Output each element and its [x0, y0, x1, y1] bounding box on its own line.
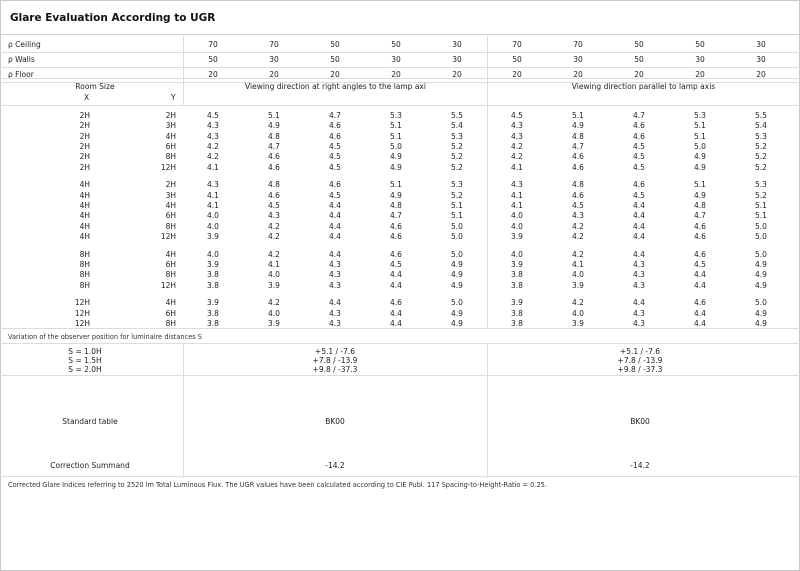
standard-table-right-angles: BK00: [325, 417, 345, 426]
ugr-value: 3.8: [207, 270, 219, 280]
ugr-value: 4.2: [268, 221, 280, 231]
ugr-value: 4.3: [633, 318, 645, 328]
room-y: 6H: [165, 308, 176, 318]
room-x: 4H: [79, 211, 90, 221]
room-y: 8H: [165, 221, 176, 231]
reflectance-value: 30: [756, 40, 766, 49]
ugr-value: 5.1: [390, 121, 402, 131]
ugr-value: 5.1: [268, 111, 280, 120]
ugr-value: 4.9: [572, 121, 584, 131]
ugr-value: 4.9: [451, 280, 463, 290]
reflectance-column-divider: [487, 36, 488, 78]
reflectance-value: 20: [330, 70, 340, 79]
correction-summand-parallel: -14.2: [630, 461, 650, 470]
view-right-angles-label: Viewing direction at right angles to the lamp axi: [245, 82, 426, 91]
room-x: 8H: [79, 259, 90, 269]
ugr-value: 5.0: [755, 231, 767, 241]
ugr-value: 3.8: [511, 318, 523, 328]
ugr-value: 4.8: [572, 131, 584, 141]
reflectance-value: 20: [634, 70, 644, 79]
ugr-value: 5.1: [755, 211, 767, 221]
ugr-value: 4.8: [390, 200, 402, 210]
ugr-value: 3.8: [511, 280, 523, 290]
footnote-divider: [0, 476, 800, 477]
reflectance-value: 20: [573, 70, 583, 79]
ugr-value: 4.4: [633, 231, 645, 241]
ugr-value: 4.7: [633, 111, 645, 120]
ugr-value: 4.1: [207, 190, 219, 200]
ugr-value: 4.9: [755, 308, 767, 318]
room-y: 2H: [165, 111, 176, 120]
ugr-value: 5.5: [755, 111, 767, 120]
reflectance-value: 20: [756, 70, 766, 79]
reflectance-value: 50: [634, 55, 644, 64]
ugr-value: 5.2: [755, 162, 767, 172]
ugr-value: 5.0: [694, 141, 706, 151]
room-x: 2H: [79, 111, 90, 120]
ugr-value: 4.0: [572, 308, 584, 318]
ugr-value: 4.5: [633, 162, 645, 172]
ugr-value: 5.4: [755, 121, 767, 131]
ugr-value: 5.0: [451, 231, 463, 241]
ugr-value: 4.9: [755, 270, 767, 280]
ugr-value: 4.6: [390, 221, 402, 231]
ugr-value: 4.0: [511, 221, 523, 231]
ugr-value: 4.6: [572, 162, 584, 172]
ugr-value: 3.9: [511, 259, 523, 269]
ugr-value: 5.3: [451, 180, 463, 190]
spacing-range-parallel: +7.8 / -13.9: [617, 356, 663, 365]
ugr-value: 4.2: [511, 141, 523, 151]
reflectance-value: 70: [269, 40, 279, 49]
reflectance-label: ρ Ceiling: [8, 40, 41, 49]
room-x: 2H: [79, 162, 90, 172]
variation-column-divider: [487, 343, 488, 478]
ugr-value: 3.9: [572, 318, 584, 328]
y-label: Y: [171, 93, 176, 102]
ugr-value: 4.9: [451, 318, 463, 328]
ugr-value: 4.6: [329, 131, 341, 141]
spacing-label: S = 2.0H: [68, 365, 102, 374]
ugr-value: 5.2: [451, 141, 463, 151]
ugr-value: 4.2: [207, 141, 219, 151]
ugr-value: 5.0: [755, 221, 767, 231]
ugr-value: 4.6: [329, 121, 341, 131]
ugr-value: 5.3: [755, 131, 767, 141]
room-x: 8H: [79, 270, 90, 280]
ugr-value: 4.4: [633, 200, 645, 210]
ugr-value: 5.1: [694, 121, 706, 131]
ugr-value: 3.9: [268, 318, 280, 328]
room-x: 12H: [74, 318, 90, 328]
ugr-value: 4.4: [329, 211, 341, 221]
ugr-value: 4.6: [268, 162, 280, 172]
ugr-value: 4.3: [633, 259, 645, 269]
reflectance-value: 50: [512, 55, 522, 64]
ugr-value: 4.3: [329, 259, 341, 269]
ugr-value: 4.3: [511, 131, 523, 141]
ugr-value: 3.8: [207, 280, 219, 290]
room-y: 4H: [165, 249, 176, 259]
ugr-value: 4.2: [268, 249, 280, 259]
header-divider: [0, 78, 800, 79]
reflectance-value: 20: [512, 70, 522, 79]
header-bottom-divider: [0, 105, 800, 106]
ugr-value: 4.5: [329, 141, 341, 151]
ugr-value: 4.4: [329, 200, 341, 210]
ugr-value: 3.9: [572, 280, 584, 290]
reflectance-label: ρ Floor: [8, 70, 34, 79]
ugr-value: 4.4: [694, 270, 706, 280]
ugr-value: 5.4: [451, 121, 463, 131]
correction-summand-right-angles: -14.2: [325, 461, 345, 470]
standard-table-label: Standard table: [62, 417, 118, 426]
reflectance-value: 70: [512, 40, 522, 49]
ugr-value: 4.5: [633, 141, 645, 151]
ugr-value: 4.6: [694, 249, 706, 259]
ugr-value: 4.3: [633, 270, 645, 280]
ugr-value: 4.4: [633, 211, 645, 221]
room-size-label: Room Size: [75, 82, 115, 91]
ugr-value: 4.3: [207, 180, 219, 190]
room-y: 6H: [165, 259, 176, 269]
ugr-value: 4.2: [207, 152, 219, 162]
reflectance-value: 70: [208, 40, 218, 49]
reflectance-label: ρ Walls: [8, 55, 35, 64]
reflectance-value: 20: [391, 70, 401, 79]
ugr-value: 4.9: [390, 162, 402, 172]
page-title: Glare Evaluation According to UGR: [10, 12, 216, 24]
room-x: 8H: [79, 280, 90, 290]
ugr-value: 4.4: [390, 280, 402, 290]
ugr-value: 5.0: [755, 298, 767, 308]
ugr-value: 4.4: [694, 308, 706, 318]
ugr-value: 5.1: [755, 200, 767, 210]
room-y: 3H: [165, 121, 176, 131]
footnote: Corrected Glare Indices referring to 2520 lm Total Luminous Flux. The UGR values have been calculated according to CIE Publ. 117 Spacing-to-Height-Ratio = 0.25.: [8, 481, 547, 489]
ugr-value: 4.1: [572, 259, 584, 269]
spacing-range-parallel: +5.1 / -7.6: [619, 347, 661, 356]
reflectance-value: 50: [208, 55, 218, 64]
ugr-value: 4.4: [694, 318, 706, 328]
ugr-value: 3.9: [207, 298, 219, 308]
room-x: 2H: [79, 152, 90, 162]
variation-label: Variation of the observer position for luminaire distances S: [8, 333, 202, 341]
reflectance-value: 30: [452, 55, 462, 64]
ugr-value: 4.4: [633, 221, 645, 231]
header-column-divider: [183, 78, 184, 106]
reflectance-row-divider: [0, 52, 800, 53]
reflectance-column-divider: [183, 36, 184, 78]
room-y: 6H: [165, 141, 176, 151]
ugr-value: 4.9: [694, 190, 706, 200]
ugr-value: 4.6: [268, 190, 280, 200]
ugr-value: 3.8: [207, 308, 219, 318]
ugr-value: 4.7: [390, 211, 402, 221]
ugr-value: 4.6: [329, 180, 341, 190]
room-y: 2H: [165, 180, 176, 190]
ugr-value: 4.2: [572, 221, 584, 231]
ugr-value: 4.6: [694, 298, 706, 308]
room-x: 12H: [74, 308, 90, 318]
variation-column-divider: [183, 343, 184, 478]
ugr-value: 4.3: [329, 270, 341, 280]
ugr-value: 4.6: [268, 152, 280, 162]
room-y: 8H: [165, 152, 176, 162]
ugr-value: 5.0: [451, 298, 463, 308]
ugr-value: 4.2: [511, 152, 523, 162]
room-y: 4H: [165, 298, 176, 308]
ugr-value: 4.3: [207, 131, 219, 141]
room-x: 12H: [74, 298, 90, 308]
ugr-value: 4.3: [268, 211, 280, 221]
ugr-value: 4.3: [572, 211, 584, 221]
title-divider: [0, 34, 800, 35]
ugr-value: 4.3: [329, 308, 341, 318]
room-x: 2H: [79, 141, 90, 151]
room-x: 4H: [79, 221, 90, 231]
ugr-value: 4.0: [268, 270, 280, 280]
ugr-value: 4.5: [694, 259, 706, 269]
ugr-value: 4.5: [329, 162, 341, 172]
ugr-value: 4.9: [268, 121, 280, 131]
ugr-value: 5.2: [451, 152, 463, 162]
ugr-value: 4.4: [329, 231, 341, 241]
ugr-value: 4.3: [329, 318, 341, 328]
ugr-value: 4.6: [572, 152, 584, 162]
ugr-value: 4.4: [390, 270, 402, 280]
room-x: 2H: [79, 131, 90, 141]
ugr-value: 4.0: [268, 308, 280, 318]
ugr-value: 4.3: [511, 180, 523, 190]
ugr-value: 4.3: [633, 280, 645, 290]
ugr-value: 4.2: [268, 298, 280, 308]
ugr-value: 4.0: [511, 211, 523, 221]
ugr-value: 4.9: [755, 280, 767, 290]
reflectance-value: 50: [330, 40, 340, 49]
variation-divider: [0, 328, 800, 329]
ugr-value: 5.5: [451, 111, 463, 120]
ugr-value: 4.5: [633, 152, 645, 162]
ugr-value: 3.8: [207, 318, 219, 328]
ugr-value: 4.5: [268, 200, 280, 210]
ugr-value: 5.1: [390, 180, 402, 190]
ugr-value: 4.2: [572, 298, 584, 308]
reflectance-value: 30: [756, 55, 766, 64]
ugr-value: 4.9: [755, 259, 767, 269]
room-y: 8H: [165, 318, 176, 328]
spacing-range-right-angles: +9.8 / -37.3: [312, 365, 358, 374]
ugr-value: 3.9: [207, 231, 219, 241]
ugr-value: 4.4: [329, 298, 341, 308]
ugr-value: 4.0: [572, 270, 584, 280]
reflectance-value: 30: [573, 55, 583, 64]
ugr-value: 4.9: [451, 308, 463, 318]
room-y: 12H: [160, 280, 176, 290]
ugr-value: 4.0: [207, 221, 219, 231]
room-x: 4H: [79, 190, 90, 200]
ugr-value: 4.6: [694, 231, 706, 241]
ugr-value: 4.7: [329, 111, 341, 120]
reflectance-value: 20: [452, 70, 462, 79]
ugr-value: 5.2: [451, 162, 463, 172]
ugr-value: 5.2: [451, 190, 463, 200]
reflectance-value: 70: [573, 40, 583, 49]
reflectance-value: 30: [695, 55, 705, 64]
ugr-value: 4.5: [390, 259, 402, 269]
x-label: X: [84, 93, 90, 102]
ugr-value: 4.3: [511, 121, 523, 131]
ugr-value: 4.4: [329, 249, 341, 259]
spacing-label: S = 1.0H: [68, 347, 102, 356]
ugr-value: 4.6: [390, 231, 402, 241]
ugr-value: 3.8: [511, 270, 523, 280]
ugr-value: 3.8: [511, 308, 523, 318]
room-y: 12H: [160, 231, 176, 241]
standard-table-parallel: BK00: [630, 417, 650, 426]
reflectance-value: 50: [330, 55, 340, 64]
ugr-value: 5.3: [755, 180, 767, 190]
ugr-value: 4.0: [511, 249, 523, 259]
view-column-divider: [487, 78, 488, 328]
ugr-value: 3.9: [511, 231, 523, 241]
ugr-value: 4.8: [694, 200, 706, 210]
room-y: 3H: [165, 190, 176, 200]
ugr-value: 5.0: [755, 249, 767, 259]
ugr-value: 5.2: [755, 190, 767, 200]
ugr-value: 4.3: [329, 280, 341, 290]
ugr-value: 3.9: [268, 280, 280, 290]
ugr-value: 4.6: [633, 121, 645, 131]
ugr-value: 4.4: [329, 221, 341, 231]
room-x: 8H: [79, 249, 90, 259]
ugr-value: 5.1: [451, 211, 463, 221]
ugr-value: 4.5: [511, 111, 523, 120]
ugr-value: 4.3: [207, 121, 219, 131]
ugr-value: 4.1: [511, 200, 523, 210]
ugr-value: 4.1: [268, 259, 280, 269]
ugr-value: 5.1: [390, 131, 402, 141]
ugr-value: 4.6: [633, 180, 645, 190]
reflectance-row-divider: [0, 67, 800, 68]
ugr-value: 4.4: [633, 249, 645, 259]
ugr-value: 5.2: [755, 152, 767, 162]
spacing-range-right-angles: +7.8 / -13.9: [312, 356, 358, 365]
correction-summand-label: Correction Summand: [50, 461, 130, 470]
reflectance-value: 50: [391, 40, 401, 49]
ugr-value: 4.5: [633, 190, 645, 200]
ugr-value: 4.9: [390, 190, 402, 200]
ugr-value: 5.1: [572, 111, 584, 120]
room-y: 4H: [165, 131, 176, 141]
ugr-value: 4.6: [390, 249, 402, 259]
ugr-value: 4.5: [329, 152, 341, 162]
room-x: 4H: [79, 231, 90, 241]
ugr-value: 5.2: [755, 141, 767, 151]
ugr-value: 4.3: [633, 308, 645, 318]
ugr-value: 4.9: [694, 152, 706, 162]
ugr-value: 4.1: [511, 190, 523, 200]
ugr-value: 4.4: [633, 298, 645, 308]
ugr-value: 4.0: [207, 211, 219, 221]
reflectance-value: 20: [208, 70, 218, 79]
ugr-value: 4.7: [268, 141, 280, 151]
ugr-value: 4.6: [633, 131, 645, 141]
ugr-value: 4.9: [451, 259, 463, 269]
ugr-value: 4.9: [755, 318, 767, 328]
ugr-value: 3.9: [207, 259, 219, 269]
variation-header-divider: [0, 343, 800, 344]
ugr-value: 4.9: [451, 270, 463, 280]
ugr-value: 5.0: [390, 141, 402, 151]
ugr-value: 3.9: [511, 298, 523, 308]
ugr-value: 4.6: [572, 190, 584, 200]
ugr-value: 4.5: [207, 111, 219, 120]
room-y: 4H: [165, 200, 176, 210]
ugr-value: 5.0: [451, 221, 463, 231]
ugr-value: 5.3: [390, 111, 402, 120]
reflectance-value: 30: [391, 55, 401, 64]
ugr-value: 5.3: [451, 131, 463, 141]
ugr-value: 5.0: [451, 249, 463, 259]
reflectance-value: 50: [695, 40, 705, 49]
view-parallel-label: Viewing direction parallel to lamp axis: [571, 82, 716, 91]
ugr-value: 4.2: [268, 231, 280, 241]
ugr-value: 4.4: [390, 318, 402, 328]
spacing-divider: [0, 375, 800, 376]
reflectance-value: 30: [269, 55, 279, 64]
ugr-value: 4.1: [207, 200, 219, 210]
ugr-value: 4.6: [694, 221, 706, 231]
reflectance-value: 30: [452, 40, 462, 49]
ugr-value: 4.7: [572, 141, 584, 151]
ugr-value: 4.5: [572, 200, 584, 210]
ugr-value: 4.2: [572, 249, 584, 259]
ugr-value: 5.3: [694, 111, 706, 120]
ugr-value: 5.1: [451, 200, 463, 210]
ugr-value: 4.6: [390, 298, 402, 308]
reflectance-value: 20: [269, 70, 279, 79]
ugr-value: 4.8: [268, 180, 280, 190]
ugr-value: 4.5: [329, 190, 341, 200]
reflectance-value: 20: [695, 70, 705, 79]
ugr-value: 4.4: [390, 308, 402, 318]
room-x: 4H: [79, 180, 90, 190]
ugr-value: 4.8: [572, 180, 584, 190]
ugr-value: 4.0: [207, 249, 219, 259]
spacing-range-right-angles: +5.1 / -7.6: [314, 347, 356, 356]
room-y: 6H: [165, 211, 176, 221]
ugr-value: 5.1: [694, 131, 706, 141]
room-y: 12H: [160, 162, 176, 172]
room-x: 4H: [79, 200, 90, 210]
room-x: 2H: [79, 121, 90, 131]
ugr-value: 4.2: [572, 231, 584, 241]
room-y: 8H: [165, 270, 176, 280]
spacing-range-parallel: +9.8 / -37.3: [617, 365, 663, 374]
spacing-label: S = 1.5H: [68, 356, 102, 365]
ugr-value: 4.7: [694, 211, 706, 221]
ugr-value: 4.1: [511, 162, 523, 172]
ugr-value: 4.8: [268, 131, 280, 141]
ugr-value: 4.1: [207, 162, 219, 172]
reflectance-value: 50: [634, 40, 644, 49]
ugr-value: 4.4: [694, 280, 706, 290]
ugr-value: 4.9: [694, 162, 706, 172]
ugr-value: 5.1: [694, 180, 706, 190]
ugr-value: 4.9: [390, 152, 402, 162]
